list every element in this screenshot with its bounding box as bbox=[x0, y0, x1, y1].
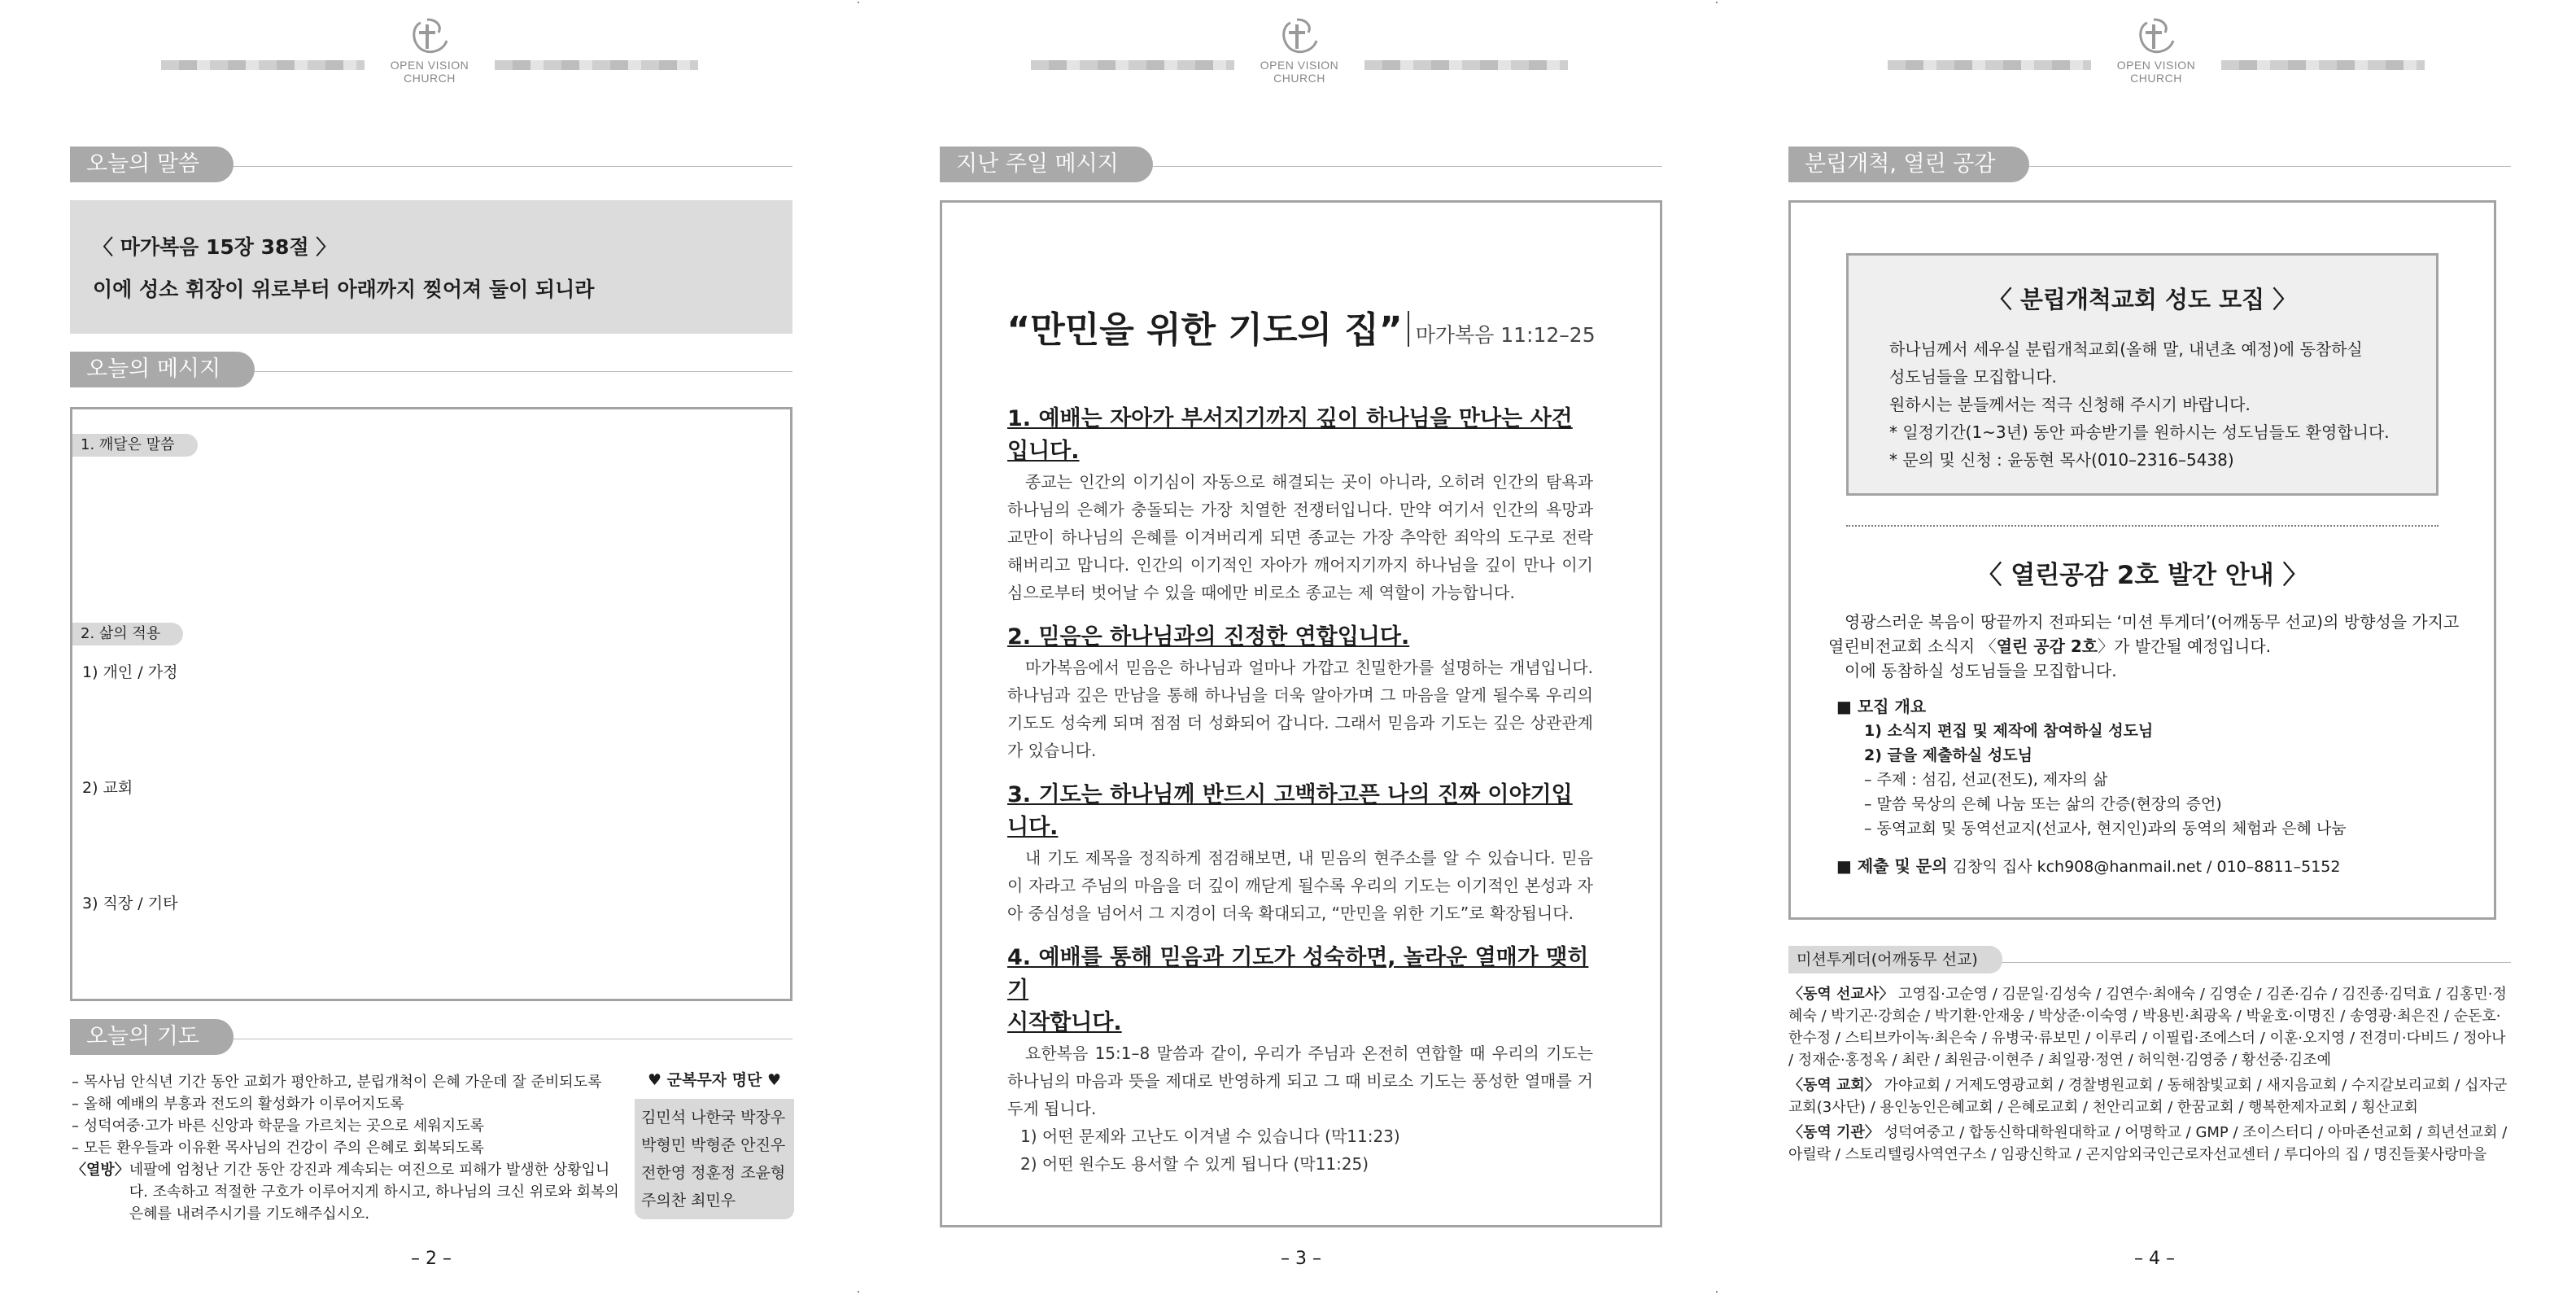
point-subitem: 1) 어떤 문제와 고난도 이겨낼 수 있습니다 (막11:23) bbox=[1020, 1127, 1400, 1146]
church-name: OPEN VISION CHURCH bbox=[390, 59, 469, 85]
sermon-title-text: “만민을 위한 기도의 집” bbox=[1006, 309, 1403, 351]
nations-prayer: 네팔에 엄청난 기간 동안 강진과 계속되는 여진으로 피해가 발생한 상황입니다. 조속하고 적절한 구호가 이루어지게 하시고, 하나님의 크신 위로와 회복의 은혜를 내려주시기를 기도해주십시오. bbox=[129, 1162, 619, 1223]
partner-organizations bbox=[1788, 1122, 2513, 1166]
military-row: 전한영 정훈정 조윤형 bbox=[641, 1164, 786, 1182]
partner-missionaries bbox=[1788, 983, 2513, 1071]
recruit-line: 성도님들을 모집합니다. bbox=[1889, 367, 2057, 387]
section-todays-message bbox=[70, 352, 792, 387]
page-3 bbox=[858, 0, 1717, 1295]
message-notes-box bbox=[70, 407, 792, 1001]
header-bar-right bbox=[2221, 60, 2425, 70]
prayer-item: – 목사님 안식년 기간 동안 교회가 평안하고, 분립개척이 은혜 가운데 잘 준비되도록 bbox=[72, 1074, 602, 1091]
outline-subitem: – 말씀 묵상의 은혜 나눔 또는 삶의 간증(현장의 증언) bbox=[1864, 795, 2222, 813]
partner-names: 성덕여중고 / 합동신학대학원대학교 / 어명학교 / GMP / 조이스터디 / 아마존선교회 / 희년선교회 / 아릴락 / 스토리텔링사역연구소 / 임광신학교 / 곤지암외국인근로자선교센터 / 루디아의 집 / 명진들꽃사랑마을 bbox=[1788, 1124, 2508, 1163]
military-list-title: ♥ 군복무자 명단 ♥ bbox=[647, 1071, 782, 1089]
section-title: 지난 주일 메시지 bbox=[940, 147, 1153, 182]
military-list bbox=[635, 1066, 794, 1219]
recruit-title: 〈 분립개척교회 성도 모집 〉 bbox=[1988, 286, 2297, 313]
outline-subitem: – 주제 : 섬김, 선교(전도), 제자의 삶 bbox=[1864, 771, 2108, 789]
header-bar-left bbox=[161, 60, 365, 70]
apply-work: 3) 직장 / 기타 bbox=[82, 895, 178, 912]
verse-reference: 〈 마가복음 15장 38절 〉 bbox=[93, 235, 337, 259]
point-paragraph: 내 기도 제목을 정직하게 점검해보면, 내 믿음의 현주소를 알 수 있습니다. 믿음이 자라고 주님의 마음을 더 깊이 깨닫게 될수록 우리의 기도는 이기적인 본성과 자아 중심성을 넘어서 그 지경이 더욱 확대되고, “만민을 위한 기도”로 확장됩니다. bbox=[1007, 848, 1593, 923]
section-church-planting bbox=[1788, 147, 2511, 182]
item-realized-word: 1. 깨달은 말씀 bbox=[72, 434, 198, 457]
section-todays-prayer bbox=[70, 1019, 792, 1055]
prayer-item: – 성덕여중·고가 바른 신앙과 학문을 가르치는 곳으로 세워지도록 bbox=[72, 1118, 484, 1135]
partner-label: 〈동역 교회〉 bbox=[1788, 1077, 1880, 1094]
recruit-text bbox=[1889, 335, 2390, 474]
military-row: 박형민 박형준 안진우 bbox=[641, 1136, 786, 1154]
item-life-application: 2. 삶의 적용 bbox=[72, 623, 183, 645]
prayer-list bbox=[72, 1071, 625, 1225]
page-number: – 4 – bbox=[2134, 1249, 2175, 1269]
sermon-body bbox=[1007, 403, 1593, 1178]
recruit-line: 하나님께서 세우실 분립개척교회(올해 말, 내년초 예정)에 동참하실 bbox=[1889, 339, 2363, 359]
point-paragraph: 종교는 인간의 이기심이 자동으로 해결되는 곳이 아니라, 오히려 인간의 탐욕과 하나님의 은혜가 충돌되는 가장 치열한 전쟁터입니다. 만약 여기서 인간의 욕망과 교만이 하나님의 은혜를 이겨버리게 되면 종교는 가장 추악한 죄악의 도구로 전락해버리고 맙니다. 인간의 이기적인 자아가 깨어지기까지 하나님을 깊이 만나 이기심으로부터 벗어날 수 있을 때에만 비로소 종교는 제 역할이 가능합니다. bbox=[1007, 472, 1593, 602]
page-header bbox=[1888, 18, 2425, 85]
header-bar-right bbox=[495, 60, 698, 70]
outline-subitem: – 동역교회 및 동역선교지(선교사, 현지인)과의 동역의 체험과 은혜 나눔 bbox=[1864, 820, 2347, 838]
page-header bbox=[1031, 18, 1568, 85]
church-logo-icon bbox=[1279, 18, 1320, 57]
prayer-item: – 모든 환우들과 이유환 목사님의 건강이 주의 은혜로 회복되도록 bbox=[72, 1140, 484, 1157]
contact-info: 김창익 집사 kch908@hanmail.net / 010–8811–5152 bbox=[1952, 858, 2341, 876]
sermon-title bbox=[942, 300, 1660, 352]
church-logo-icon bbox=[409, 18, 450, 57]
open-body bbox=[1828, 610, 2463, 879]
partner-label: 〈동역 선교사〉 bbox=[1788, 986, 1894, 1003]
open-text: 영광스러운 복음이 땅끝까지 전파되는 ‘미션 투게더’(어깨동무 선교)의 방향성을 가지고 열린비전교회 소식지 〈 bbox=[1828, 612, 2460, 656]
contact-label: ■ 제출 및 문의 bbox=[1836, 856, 1948, 876]
partner-churches bbox=[1788, 1074, 2513, 1118]
page-number: – 2 – bbox=[411, 1249, 452, 1269]
page-header bbox=[161, 18, 698, 85]
outline-item: 1) 소식지 편집 및 제작에 참여하실 성도님 bbox=[1864, 722, 2154, 740]
military-row: 주의찬 최민우 bbox=[641, 1192, 736, 1210]
partners-list bbox=[1788, 983, 2513, 1166]
point-paragraph: 요한복음 15:1–8 말씀과 같이, 우리가 주님과 온전히 연합할 때 우리의 기도는 하나님의 마음과 뜻을 제대로 반영하게 되고 그 때 비로소 기도는 풍성한 열매를 거두게 됩니다. bbox=[1007, 1043, 1593, 1118]
section-title: 오늘의 메시지 bbox=[70, 352, 255, 387]
point-heading: 2. 믿음은 하나님과의 진정한 연합입니다. bbox=[1007, 624, 1410, 650]
point-heading: 1. 예배는 자아가 부서지기까지 깊이 하나님을 만나는 사건입니다. bbox=[1007, 406, 1573, 464]
mission-together-tab: 미션투게더(어깨동무 선교) bbox=[1788, 946, 2002, 973]
point-paragraph: 마가복음에서 믿음은 하나님과 얼마나 가깝고 친밀한가를 설명하는 개념입니다. 하나님과 깊은 만남을 통해 하나님을 더욱 알아가며 그 마음을 알게 될수록 우리의 기도도 성숙케 되며 점점 더 성화되어 갑니다. 그래서 믿음과 기도는 깊은 상관관계가 있습니다. bbox=[1007, 658, 1593, 760]
point-heading: 3. 기도는 하나님께 반드시 고백하고픈 나의 진짜 이야기입니다. bbox=[1007, 782, 1573, 840]
page-4 bbox=[1717, 0, 2575, 1295]
announcement-box bbox=[1788, 200, 2496, 920]
title-separator bbox=[1408, 311, 1409, 347]
prayer-item: – 올해 예배의 부흥과 전도의 활성화가 이루어지도록 bbox=[72, 1096, 404, 1113]
recruit-line: * 일정기간(1~3년) 동안 파송받기를 원하시는 성도님들도 환영합니다. bbox=[1889, 422, 2390, 442]
section-title: 오늘의 기도 bbox=[70, 1019, 234, 1055]
page-number: – 3 – bbox=[1281, 1249, 1321, 1269]
military-row: 김민석 나한국 박장우 bbox=[641, 1109, 786, 1127]
church-name: OPEN VISION CHURCH bbox=[1260, 59, 1339, 85]
apply-personal: 1) 개인 / 가정 bbox=[82, 663, 178, 681]
apply-church: 2) 교회 bbox=[82, 779, 133, 797]
open-paragraph bbox=[1828, 610, 2463, 658]
church-logo-icon bbox=[2136, 18, 2177, 57]
verse-text: 이에 성소 휘장이 위로부터 아래까지 찢어져 둘이 되니라 bbox=[93, 278, 595, 301]
section-title: 오늘의 말씀 bbox=[70, 147, 234, 182]
section-todays-word bbox=[70, 147, 792, 182]
partner-label: 〈동역 기관〉 bbox=[1788, 1124, 1880, 1141]
outline-item: 2) 글을 제출하실 성도님 bbox=[1864, 746, 2032, 764]
nations-label: 〈열방〉 bbox=[72, 1162, 129, 1179]
verse-box bbox=[70, 200, 792, 334]
church-name: OPEN VISION CHURCH bbox=[2116, 59, 2196, 85]
recruit-line: 원하시는 분들께서는 적극 신청해 주시기 바랍니다. bbox=[1889, 395, 2251, 414]
header-bar-left bbox=[1031, 60, 1234, 70]
section-title: 분립개척, 열린 공감 bbox=[1788, 147, 2029, 182]
open-text-end: 〉가 발간될 예정입니다. bbox=[2098, 637, 2272, 656]
point-subitem: 2) 어떤 원수도 용서할 수 있게 됩니다 (막11:25) bbox=[1020, 1154, 1369, 1174]
partner-names: 고영집·고순영 / 김문일·김성숙 / 김연수·최애숙 / 김영순 / 김존·김슈 / 김진종·김덕효 / 김홍민·정혜숙 / 박기곤·강희순 / 박기환·안재웅 / 박상준·이숙영 / 박용빈·최광옥 / 박윤호·이명진 / 송영광·최은진 / 순돈호·한수정 / 스티브카이녹·최은숙 / 유병국·류보민 / 이루리 / 이필립·조에스더 / 이훈·오지영 / 전경미·다비드 / 정아나 / 정재순·홍정옥 / 최란 / 최원금·이현주 / 최일광·정연 / 허익현·김영중 / 황선중·김조예 bbox=[1788, 986, 2507, 1069]
open-paragraph-2: 이에 동참하실 성도님들을 모집합니다. bbox=[1845, 661, 2117, 680]
page-2 bbox=[0, 0, 858, 1295]
outline-title: ■ 모집 개요 bbox=[1836, 697, 1927, 716]
partner-names: 가야교회 / 거제도영광교회 / 경찰병원교회 / 동해참빛교회 / 새지음교회 / 수지갈보리교회 / 십자군교회(3사단) / 용인농인은혜교회 / 은혜로교회 / 천안리교회 / 한꿈교회 / 행복한제자교회 / 횡산교회 bbox=[1788, 1077, 2508, 1116]
header-bar-left bbox=[1888, 60, 2091, 70]
point-heading-cont: 시작합니다. bbox=[1007, 1010, 1122, 1035]
recruit-line: * 문의 및 신청 : 윤동현 목사(010–2316–5438) bbox=[1889, 450, 2234, 470]
point-heading: 4. 예배를 통해 믿음과 기도가 성숙하면, 놀라운 열매가 맺히기 bbox=[1007, 945, 1589, 1003]
open-title: 〈 열린공감 2호 발간 안내 〉 bbox=[1976, 561, 2308, 590]
mission-together-header bbox=[1788, 946, 2511, 975]
header-bar-right bbox=[1364, 60, 1568, 70]
sermon-box bbox=[940, 200, 1662, 1227]
sermon-scripture-ref: 마가복음 11:12–25 bbox=[1415, 323, 1596, 347]
dotted-divider bbox=[1846, 525, 2438, 527]
open-bold: 열린 공감 2호 bbox=[1996, 637, 2098, 656]
section-last-sunday-message bbox=[940, 147, 1662, 182]
recruit-box bbox=[1846, 253, 2438, 496]
